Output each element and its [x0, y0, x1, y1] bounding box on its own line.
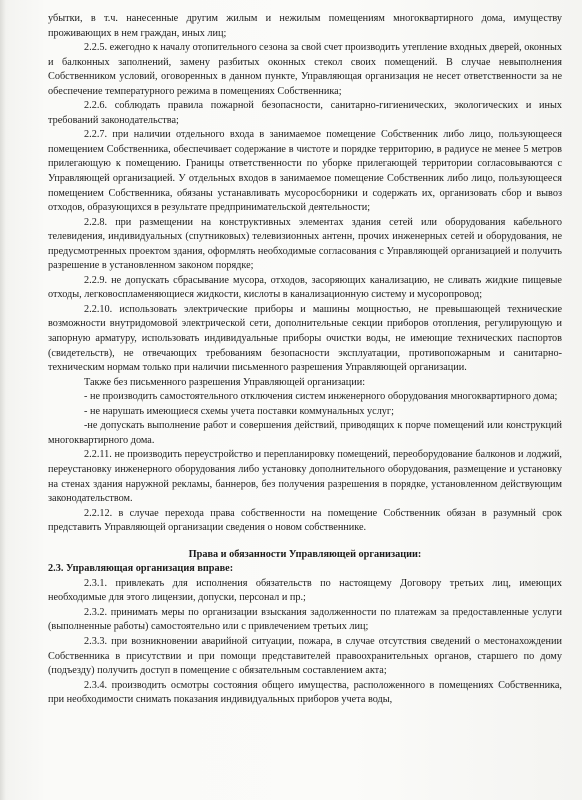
- paragraph-2-2-7: 2.2.7. при наличии отдельного входа в занимаемое помещение Собственник либо лицо, пользующееся помещением Собственника, обеспечивает содержание в чистоте и порядке территорию, в радиусе не менее 5 метров прилегающую к помещению. Границы ответственности по уборке прилегающей территории согласовываются с Управляющей организацией. У отдельных входов в занимаемое помещение Собственник либо лицо, пользующееся помещением Собственника, обязаны устанавливать мусоросборники и содержать их, организовать сбор и вывоз отходов, образующихся в результате предпринимательской деятельности;: [48, 129, 562, 214]
- paragraph-also-without-permission: Также без письменного разрешения Управляющей организации:: [84, 376, 366, 388]
- list-item-no-damage: -не допускать выполнение работ и совершения действий, приводящих к порче помещений или конструкций многоквартирного дома.: [48, 420, 562, 446]
- paragraph-damages: убытки, в т.ч. нанесенные другим жилым и нежилым помещениям многоквартирного дома, имуществу проживающих в нем граждан, иных лиц;: [48, 13, 562, 39]
- list-item-metering-schemes: - не нарушать имеющиеся схемы учета поставки коммунальных услуг;: [84, 405, 394, 417]
- section-heading: Права и обязанности Управляющей организации:: [188, 548, 422, 560]
- paragraph-2-2-11: 2.2.11. не производить переустройство и перепланировку помещений, переоборудование балконов и лоджий, переустановку инженерного оборудования либо установку дополнительного оборудования, размещение и установку на стенах здания наружной рекламы, баннеров, без получения разрешения в порядке, установленном действующим законодательством.: [48, 449, 562, 505]
- paragraph-2-3-3: 2.3.3. при возникновении аварийной ситуации, пожара, в случае отсутствия сведений о местонахождении Собственника в присутствии и при помощи представителей правоохранительных органов, старшего по дому (подъезду) получить доступ в помещение с обязательным составлением акта;: [48, 635, 562, 677]
- paragraph-2-2-5: 2.2.5. ежегодно к началу отопительного сезона за свой счет производить утепление входных дверей, оконных и балконных заполнений, замену разбитых оконных стекол своих помещений. В случае невыполнения Собственником условий, оговоренных в данном пункте, Управляющая организация не несет ответственности за не обеспечение температурного режима в помещениях Собственника;: [48, 42, 562, 97]
- paragraph-2-2-10: 2.2.10. использовать электрические приборы и машины мощностью, не превышающей технические возможности внутридомовой электрической сети, дополнительные секции приборов отопления, регулирующую и запорную арматуру, использовать индивидуальные приборы очистки воды, не имеющие технических паспортов (свидетельств), не отвечающих требованиям безопасности эксплуатации, противопожарным и санитарно-техническим нормам только при наличии письменного разрешения Управляющей организации.: [48, 303, 562, 374]
- paragraph-2-3-2: 2.3.2. принимать меры по организации взыскания задолженности по платежам за предоставленные услуги (выполненные работы) самостоятельно или с привлечением третьих лиц;: [48, 606, 562, 633]
- paragraph-2-3-1: 2.3.1. привлекать для исполнения обязательств по настоящему Договору третьих лиц, имеющих необходимые для этого лицензии, допуски, персонал и пр.;: [48, 577, 562, 604]
- list-item-no-shutdown: - не производить самостоятельного отключения систем инженерного оборудования многоквартирного дома;: [84, 391, 558, 403]
- paragraph-2-2-6: 2.2.6. соблюдать правила пожарной безопасности, санитарно-гигиенических, экологических и иных требований законодательства;: [48, 100, 562, 126]
- paragraph-2-2-12: 2.2.12. в случае перехода права собственности на помещение Собственник обязан в разумный срок представить Управляющей организации сведения о новом собственнике.: [48, 507, 562, 534]
- scan-shadow: [0, 0, 6, 800]
- paragraph-2-2-9: 2.2.9. не допускать сбрасывание мусора, отходов, засоряющих канализацию, не сливать жидкие пищевые отходы, легковоспламеняющиеся жидкости, кислоты в канализационную систему и мусоропровод;: [48, 274, 562, 301]
- paragraph-2-2-8: 2.2.8. при размещении на конструктивных элементах здания сетей или оборудования кабельного телевидения, индивидуальных (спутниковых) телевизионных антенн, прочих инженерных сетей и оборудования, не предусмотренных проектом здания, оформлять необходимые согласования с Управляющей организацией и получить разрешение в установленном законом порядке;: [48, 216, 562, 272]
- paragraph-2-3-4: 2.3.4. производить осмотры состояния общего имущества, расположенного в помещениях Собственника, при необходимости снимать показания индивидуальных приборов учета воды,: [48, 679, 562, 706]
- section-subheading: 2.3. Управляющая организация вправе:: [48, 563, 234, 575]
